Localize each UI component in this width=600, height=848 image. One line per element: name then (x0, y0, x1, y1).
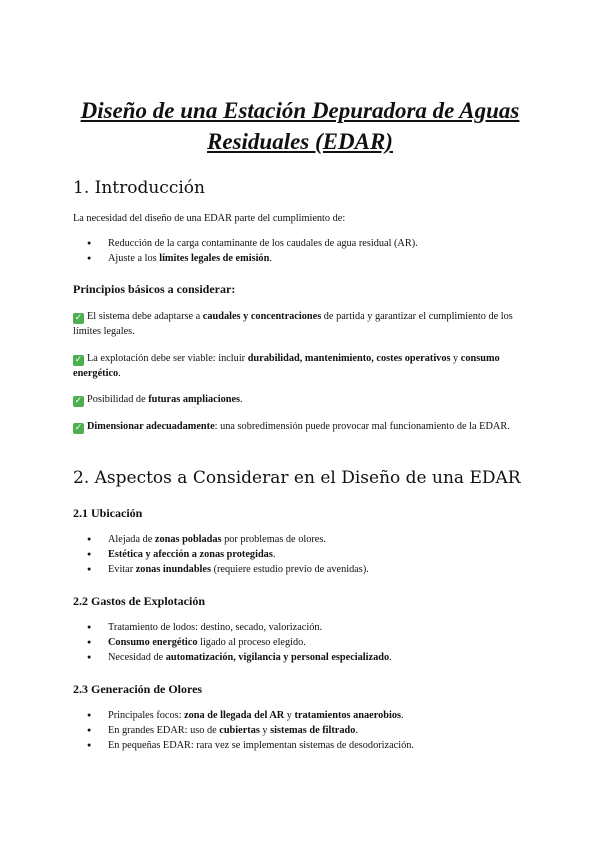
costs-list (73, 620, 528, 665)
principle-paragraph: ✓ Posibilidad de futuras ampliaciones. (74, 394, 243, 406)
check-mark-icon: ✓ (74, 423, 83, 433)
location-list (73, 532, 528, 577)
section-2-heading: 2. Aspectos a Considerar en el Diseño de una EDAR (73, 468, 521, 488)
intro-paragraph: La necesidad del diseño de una EDAR parte del cumplimiento de: (73, 213, 346, 224)
principle-paragraph: ✓ El sistema debe adaptarse a caudales y concentraciones de partida y garantizar el cumplimiento de los límites legales. (73, 311, 513, 337)
document-title (40, 95, 560, 157)
section-1-heading: 1. Introducción (73, 178, 205, 198)
title-line-1: Diseño de una Estación Depuradora de Aguas (80, 98, 520, 123)
list-item: ● Alejada de zonas pobladas por problemas de olores. (73, 532, 528, 547)
subsection-2-2-heading: 2.2 Gastos de Explotación (73, 594, 206, 608)
check-mark-icon: ✓ (74, 313, 83, 323)
list-item: ● En grandes EDAR: uso de cubiertas y sistemas de filtrado. (73, 723, 528, 738)
list-item: ● En pequeñas EDAR: rara vez se implementan sistemas de desodorización. (73, 738, 528, 753)
principles-heading: Principios básicos a considerar: (73, 282, 236, 296)
odors-list (73, 708, 528, 753)
list-item: ● Ajuste a los límites legales de emisión. (73, 251, 528, 266)
list-item: ● Estética y afección a zonas protegidas. (73, 547, 528, 562)
subsection-2-1-heading: 2.1 Ubicación (73, 506, 143, 520)
list-item: ● Necesidad de automatización, vigilancia y personal especializado. (73, 650, 528, 665)
list-item: ● Principales focos: zona de llegada del AR y tratamientos anaerobios. (73, 708, 528, 723)
check-mark-icon: ✓ (74, 355, 83, 365)
title-line-2: Residuales (EDAR) (207, 129, 393, 154)
principle-paragraph: ✓ La explotación debe ser viable: incluir durabilidad, mantenimiento, costes operativos y consumo energético. (73, 353, 500, 379)
list-item: ● Tratamiento de lodos: destino, secado, valorización. (73, 620, 528, 635)
intro-list (73, 236, 528, 266)
list-item: ● Reducción de la carga contaminante de los caudales de agua residual (AR). (73, 236, 528, 251)
list-item: ● Evitar zonas inundables (requiere estudio previo de avenidas). (73, 562, 528, 577)
check-mark-icon: ✓ (74, 396, 83, 406)
principle-paragraph: ✓ Dimensionar adecuadamente: una sobredimensión puede provocar mal funcionamiento de la EDAR. (74, 421, 510, 433)
subsection-2-3-heading: 2.3 Generación de Olores (73, 682, 203, 696)
list-item: ● Consumo energético ligado al proceso elegido. (73, 635, 528, 650)
